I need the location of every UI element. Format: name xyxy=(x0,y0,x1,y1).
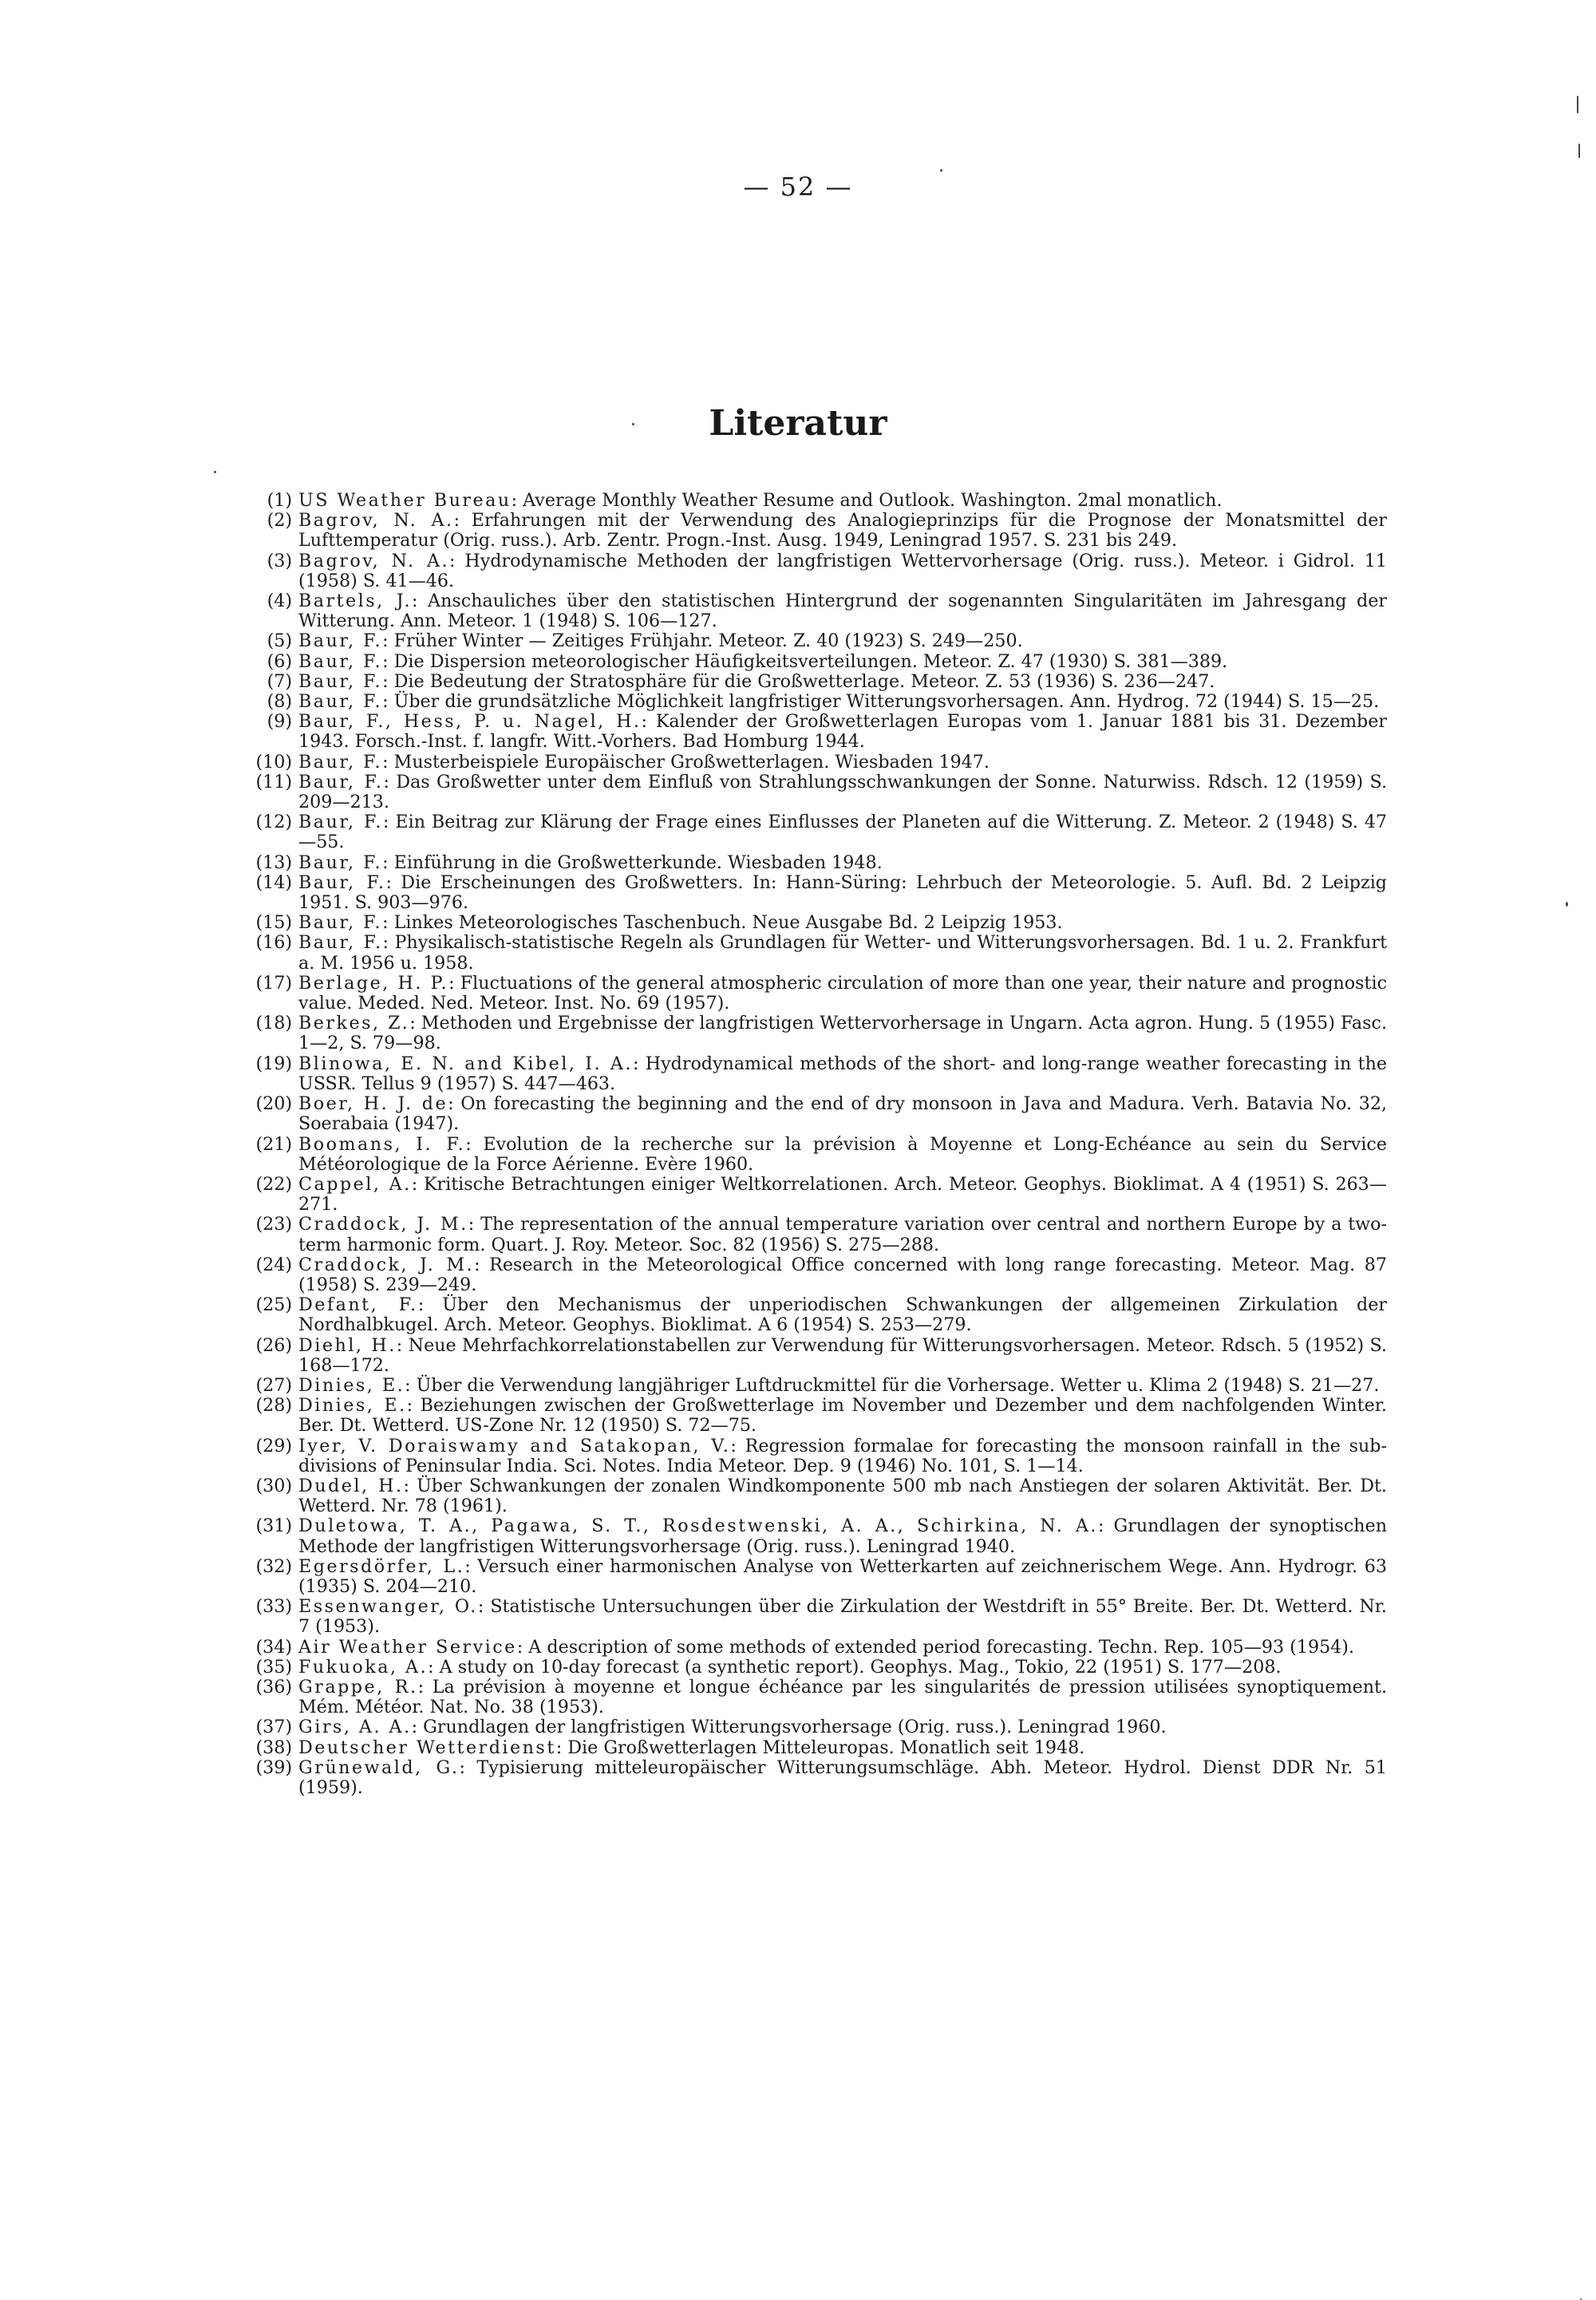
reference-number: (39) xyxy=(255,1757,292,1778)
reference-author: Cappel, A. xyxy=(298,1173,412,1195)
reference-number: (19) xyxy=(255,1053,292,1074)
scan-speck xyxy=(940,169,942,172)
reference-item xyxy=(254,812,1387,852)
reference-item xyxy=(254,652,1387,672)
reference-author: Baur, F. xyxy=(298,650,383,672)
reference-item xyxy=(254,631,1387,651)
reference-number: (22) xyxy=(255,1173,292,1195)
reference-text: : The representation of the annual temperature variation over central and northern Europe by a two-term harmonic form. Quart. J. Roy. Meteor. Soc. 82 (1956) S. 275—288. xyxy=(298,1214,1387,1255)
reference-author: Boer, H. J. de xyxy=(298,1093,448,1115)
reference-text: : Fluctuations of the general atmospheric circulation of more than one year, their nature and prognostic value. Meded. Ned. Meteor. Inst. No. 69 (1957). xyxy=(298,972,1387,1014)
reference-text: : Die Großwetterlagen Mitteleuropas. Monatlich seit 1948. xyxy=(555,1737,1085,1758)
scan-speck xyxy=(1577,96,1578,113)
reference-item xyxy=(254,1376,1387,1396)
reference-number: (2) xyxy=(267,510,292,532)
page-number: — 52 — xyxy=(743,172,853,202)
reference-number: (25) xyxy=(255,1294,292,1316)
reference-number: (11) xyxy=(255,771,292,792)
reference-text: : Die Dispersion meteorologischer Häufigkeitsverteilungen. Meteor. Z. 47 (1930) S. 381—389. xyxy=(382,650,1228,672)
reference-author: Defant, F. xyxy=(298,1294,418,1316)
reference-text: : Research in the Meteorological Office concerned with long range forecasting. Meteor. Mag. 87 (1958) S. 239—249. xyxy=(298,1254,1387,1295)
reference-author: Craddock, J. M. xyxy=(298,1254,475,1275)
reference-author: Baur, F., Hess, P. u. Nagel, H. xyxy=(298,711,642,733)
reference-text: : Statistische Untersuchungen über die Zirkulation der Westdrift in 55° Breite. Ber. Dt. Wetterd. Nr. 7 (1953). xyxy=(298,1596,1387,1638)
reference-text: : Die Erscheinungen des Großwetters. In: Hann-Süring: Lehrbuch der Meteorologie. 5. Aufl. Bd. 2 Leipzig 1951. S. 903—976. xyxy=(298,871,1388,914)
reference-text: : La prévision à moyenne et longue échéance par les singularités de pression utilisées synoptiquement. Mém. Météor. Nat. No. 38 (1953). xyxy=(298,1676,1387,1718)
reference-author: Grappe, R. xyxy=(298,1676,418,1697)
reference-text: : Average Monthly Weather Resume and Outlook. Washington. 2mal monatlich. xyxy=(511,490,1223,511)
reference-item xyxy=(254,491,1387,511)
reference-author: Bagrov, N. A. xyxy=(298,550,450,571)
scan-speck xyxy=(1578,144,1580,158)
reference-item xyxy=(254,712,1387,752)
reference-number: (6) xyxy=(267,650,292,672)
reference-author: Egersdörfer, L. xyxy=(298,1555,465,1577)
reference-item xyxy=(254,1717,1387,1737)
reference-item xyxy=(254,1215,1387,1255)
reference-author: Dinies, E. xyxy=(298,1395,407,1417)
reference-text: : Regression formalae for forecasting the monsoon rainfall in the sub-divisions of Peninsular India. Sci. Notes. India Meteor. Dep. 9 (1946) No. 101, S. 1—14. xyxy=(298,1435,1387,1476)
reference-item xyxy=(254,1758,1387,1798)
reference-number: (12) xyxy=(255,812,292,833)
reference-number: (10) xyxy=(255,751,292,773)
reference-text: : On forecasting the beginning and the end of dry monsoon in Java and Madura. Verh. Batavia No. 32, Soerabaia (1947). xyxy=(298,1093,1387,1135)
reference-text: : Kalender der Großwetterlagen Europas vom 1. Januar 1881 bis 31. Dezember 1943. Forsch.-Inst. f. langfr. Witt.-Vorhers. Bad Homburg 1944. xyxy=(298,711,1388,753)
reference-author: Baur, F. xyxy=(298,932,383,954)
reference-author: Bagrov, N. A. xyxy=(298,510,454,532)
reference-item xyxy=(254,1597,1387,1637)
page-title: Literatur xyxy=(709,403,887,444)
reference-item xyxy=(254,672,1387,692)
reference-author: Baur, F. xyxy=(298,852,383,873)
reference-text: : Kritische Betrachtungen einiger Weltkorrelationen. Arch. Meteor. Geophys. Bioklimat. A 4 (1951) S. 263—271. xyxy=(298,1173,1387,1215)
reference-text: : Grundlagen der synoptischen Methode der langfristigen Witterungsvorhersage (Orig. russ.). Leningrad 1940. xyxy=(298,1516,1387,1557)
reference-number: (5) xyxy=(267,630,292,652)
reference-number: (4) xyxy=(267,591,292,612)
reference-number: (21) xyxy=(255,1133,292,1155)
reference-author: Deutscher Wetterdienst xyxy=(298,1737,556,1758)
reference-author: Grünewald, G. xyxy=(298,1757,460,1778)
reference-text: : Hydrodynamical methods of the short- and long-range weather forecasting in the USSR. Tellus 9 (1957) S. 447—463. xyxy=(298,1053,1387,1094)
reference-item xyxy=(254,753,1387,773)
reference-item xyxy=(254,1437,1387,1476)
reference-number: (33) xyxy=(255,1596,292,1618)
reference-item xyxy=(254,1476,1387,1516)
reference-author: Baur, F. xyxy=(298,812,383,833)
reference-text: : Einführung in die Großwetterkunde. Wiesbaden 1948. xyxy=(382,852,883,873)
reference-number: (38) xyxy=(255,1737,292,1758)
reference-item xyxy=(254,974,1387,1014)
reference-author: Baur, F. xyxy=(298,871,386,893)
reference-item xyxy=(254,692,1387,712)
reference-text: : A description of some methods of extended period forecasting. Techn. Rep. 105—93 (1954). xyxy=(516,1636,1355,1658)
reference-text: : Früher Winter — Zeitiges Frühjahr. Meteor. Z. 40 (1923) S. 249—250. xyxy=(382,630,1023,652)
reference-list xyxy=(254,491,1387,1798)
reference-item xyxy=(254,933,1387,973)
reference-item xyxy=(254,1094,1387,1134)
reference-item xyxy=(254,853,1387,873)
reference-text: : Versuch einer harmonischen Analyse von Wetterkarten auf zeichnerischem Wege. Ann. Hydrogr. 63 (1935) S. 204—210. xyxy=(298,1555,1387,1597)
reference-item xyxy=(254,1678,1387,1717)
reference-number: (36) xyxy=(255,1676,292,1697)
reference-item xyxy=(254,1336,1387,1376)
reference-number: (28) xyxy=(255,1395,292,1417)
reference-author: Boomans, I. F. xyxy=(298,1133,466,1155)
reference-author: Baur, F. xyxy=(298,912,383,934)
reference-author: Baur, F. xyxy=(298,630,383,652)
reference-author: Berlage, H. P. xyxy=(298,972,449,994)
reference-item xyxy=(254,1658,1387,1678)
reference-author: Baur, F. xyxy=(298,751,383,773)
reference-number: (14) xyxy=(255,871,292,893)
reference-author: Bartels, J. xyxy=(298,591,413,612)
reference-number: (20) xyxy=(255,1093,292,1115)
reference-author: Dinies, E. xyxy=(298,1374,405,1396)
reference-author: Baur, F. xyxy=(298,691,383,713)
reference-author: Blinowa, E. N. and Kibel, I. A. xyxy=(298,1053,633,1074)
reference-number: (18) xyxy=(255,1013,292,1034)
reference-number: (27) xyxy=(255,1374,292,1396)
reference-author: Girs, A. A. xyxy=(298,1717,412,1738)
reference-text: : Physikalisch-statistische Regeln als Grundlagen für Wetter- und Witterungsvorhersagen. Bd. 1 u. 2. Frankfurt a. M. 1956 u. 1958. xyxy=(298,932,1387,974)
reference-item xyxy=(254,1175,1387,1215)
reference-item xyxy=(254,773,1387,812)
scan-speck xyxy=(1566,902,1568,907)
reference-number: (31) xyxy=(255,1516,292,1537)
reference-item xyxy=(254,1054,1387,1094)
reference-text: : Das Großwetter unter dem Einfluß von Strahlungsschwankungen der Sonne. Naturwiss. Rdsch. 12 (1959) S. 209—213. xyxy=(298,771,1387,813)
scan-speck xyxy=(632,423,634,425)
reference-item xyxy=(254,913,1387,933)
reference-text: : Grundlagen der langfristigen Witterungsvorhersage (Orig. russ.). Leningrad 1960. xyxy=(411,1717,1167,1738)
reference-number: (17) xyxy=(255,972,292,994)
reference-item xyxy=(254,1014,1387,1053)
reference-number: (30) xyxy=(255,1475,292,1496)
reference-text: : Hydrodynamische Methoden der langfristigen Wettervorhersage (Orig. russ.). Meteor. i Gidrol. 11 (1958) S. 41—46. xyxy=(298,550,1387,591)
reference-number: (24) xyxy=(255,1254,292,1275)
reference-number: (15) xyxy=(255,912,292,934)
reference-item xyxy=(254,551,1387,591)
reference-number: (16) xyxy=(255,932,292,954)
reference-item xyxy=(254,1516,1387,1556)
reference-text: : Linkes Meteorologisches Taschenbuch. Neue Ausgabe Bd. 2 Leipzig 1953. xyxy=(382,912,1063,934)
reference-item xyxy=(254,591,1387,631)
reference-text: : Musterbeispiele Europäischer Großwetterlagen. Wiesbaden 1947. xyxy=(382,751,990,773)
reference-number: (9) xyxy=(267,711,292,733)
reference-text: : Über den Mechanismus der unperiodischen Schwankungen der allgemeinen Zirkulation der Nordhalbkugel. Arch. Meteor. Geophys. Bioklimat. A 6 (1954) S. 253—279. xyxy=(298,1294,1387,1336)
reference-text: : Methoden und Ergebnisse der langfristigen Wettervorhersage in Ungarn. Acta agron. Hung. 5 (1955) Fasc. 1—2, S. 79—98. xyxy=(298,1013,1388,1054)
reference-text: : Über die Verwendung langjähriger Luftdruckmittel für die Vorhersage. Wetter u. Klima 2 (1948) S. 21—27. xyxy=(405,1374,1380,1396)
reference-number: (29) xyxy=(255,1435,292,1456)
reference-author: Craddock, J. M. xyxy=(298,1214,468,1235)
reference-text: : A study on 10-day forecast (a synthetic report). Geophys. Mag., Tokio, 22 (1951) S. 177—208. xyxy=(428,1656,1282,1678)
reference-author: Iyer, V. Doraiswamy and Satakopan, V. xyxy=(298,1435,731,1456)
reference-item xyxy=(254,511,1387,551)
reference-author: Diehl, H. xyxy=(298,1334,397,1356)
reference-author: Baur, F. xyxy=(298,670,383,692)
reference-text: : Über Schwankungen der zonalen Windkomponente 500 mb nach Anstiegen der solaren Aktivität. Ber. Dt. Wetterd. Nr. 78 (1961). xyxy=(298,1475,1387,1517)
reference-author: US Weather Bureau xyxy=(298,490,512,511)
reference-item xyxy=(254,1557,1387,1597)
reference-author: Air Weather Service xyxy=(298,1636,517,1658)
reference-number: (8) xyxy=(267,691,292,713)
reference-text: : Neue Mehrfachkorrelationstabellen zur Verwendung für Witterungsvorhersagen. Meteor. Rdsch. 5 (1952) S. 168—172. xyxy=(298,1334,1387,1376)
reference-author: Berkes, Z. xyxy=(298,1013,410,1034)
reference-author: Baur, F. xyxy=(298,771,384,792)
reference-item xyxy=(254,1135,1387,1175)
reference-text: : Evolution de la recherche sur la prévision à Moyenne et Long-Echéance au sein du Service Météorologique de la Force Aérienne. Evère 1960. xyxy=(298,1133,1387,1175)
reference-item xyxy=(254,1738,1387,1758)
reference-author: Duletowa, T. A., Pagawa, S. T., Rosdestwenski, A. A., Schirkina, N. A. xyxy=(298,1516,1098,1537)
reference-number: (7) xyxy=(267,670,292,692)
reference-author: Dudel, H. xyxy=(298,1475,404,1496)
reference-text: : Ein Beitrag zur Klärung der Frage eines Einflusses der Planeten auf die Witterung. Z. Meteor. 2 (1948) S. 47—55. xyxy=(298,812,1387,853)
reference-number: (37) xyxy=(255,1717,292,1738)
reference-item xyxy=(254,873,1387,913)
reference-number: (1) xyxy=(267,490,292,511)
reference-text: : Erfahrungen mit der Verwendung des Analogieprinzips für die Prognose der Monatsmittel der Lufttemperatur (Orig. russ.). Arb. Zentr. Progn.-Inst. Ausg. 1949, Leningrad 1957. S. 231 bis 249. xyxy=(298,510,1387,551)
reference-text: : Beziehungen zwischen der Großwetterlage im November und Dezember und dem nachfolgenden Winter. Ber. Dt. Wetterd. US-Zone Nr. 12 (1950) S. 72—75. xyxy=(298,1395,1387,1437)
reference-number: (35) xyxy=(255,1656,292,1678)
reference-text: : Die Bedeutung der Stratosphäre für die Großwetterlage. Meteor. Z. 53 (1936) S. 236—247. xyxy=(382,670,1215,692)
reference-item xyxy=(254,1638,1387,1658)
reference-number: (32) xyxy=(255,1555,292,1577)
reference-item xyxy=(254,1396,1387,1436)
reference-number: (23) xyxy=(255,1214,292,1235)
reference-number: (13) xyxy=(255,852,292,873)
reference-item xyxy=(254,1255,1387,1295)
reference-text: : Typisierung mitteleuropäischer Witterungsumschläge. Abh. Meteor. Hydrol. Dienst DDR Nr. 51 (1959). xyxy=(298,1757,1387,1798)
reference-text: : Anschauliches über den statistischen Hintergrund der sogenannten Singularitäten im Jahresgang der Witterung. Ann. Meteor. 1 (1948) S. 106—127. xyxy=(298,591,1387,632)
reference-number: (3) xyxy=(267,550,292,571)
reference-author: Essenwanger, O. xyxy=(298,1596,478,1618)
scan-speck xyxy=(214,471,216,473)
reference-item xyxy=(254,1295,1387,1335)
reference-author: Fukuoka, A. xyxy=(298,1656,429,1678)
reference-text: : Über die grundsätzliche Möglichkeit langfristiger Witterungsvorhersagen. Ann. Hydrog. 72 (1944) S. 15—25. xyxy=(382,691,1380,713)
reference-number: (26) xyxy=(255,1334,292,1356)
reference-number: (34) xyxy=(255,1636,292,1658)
